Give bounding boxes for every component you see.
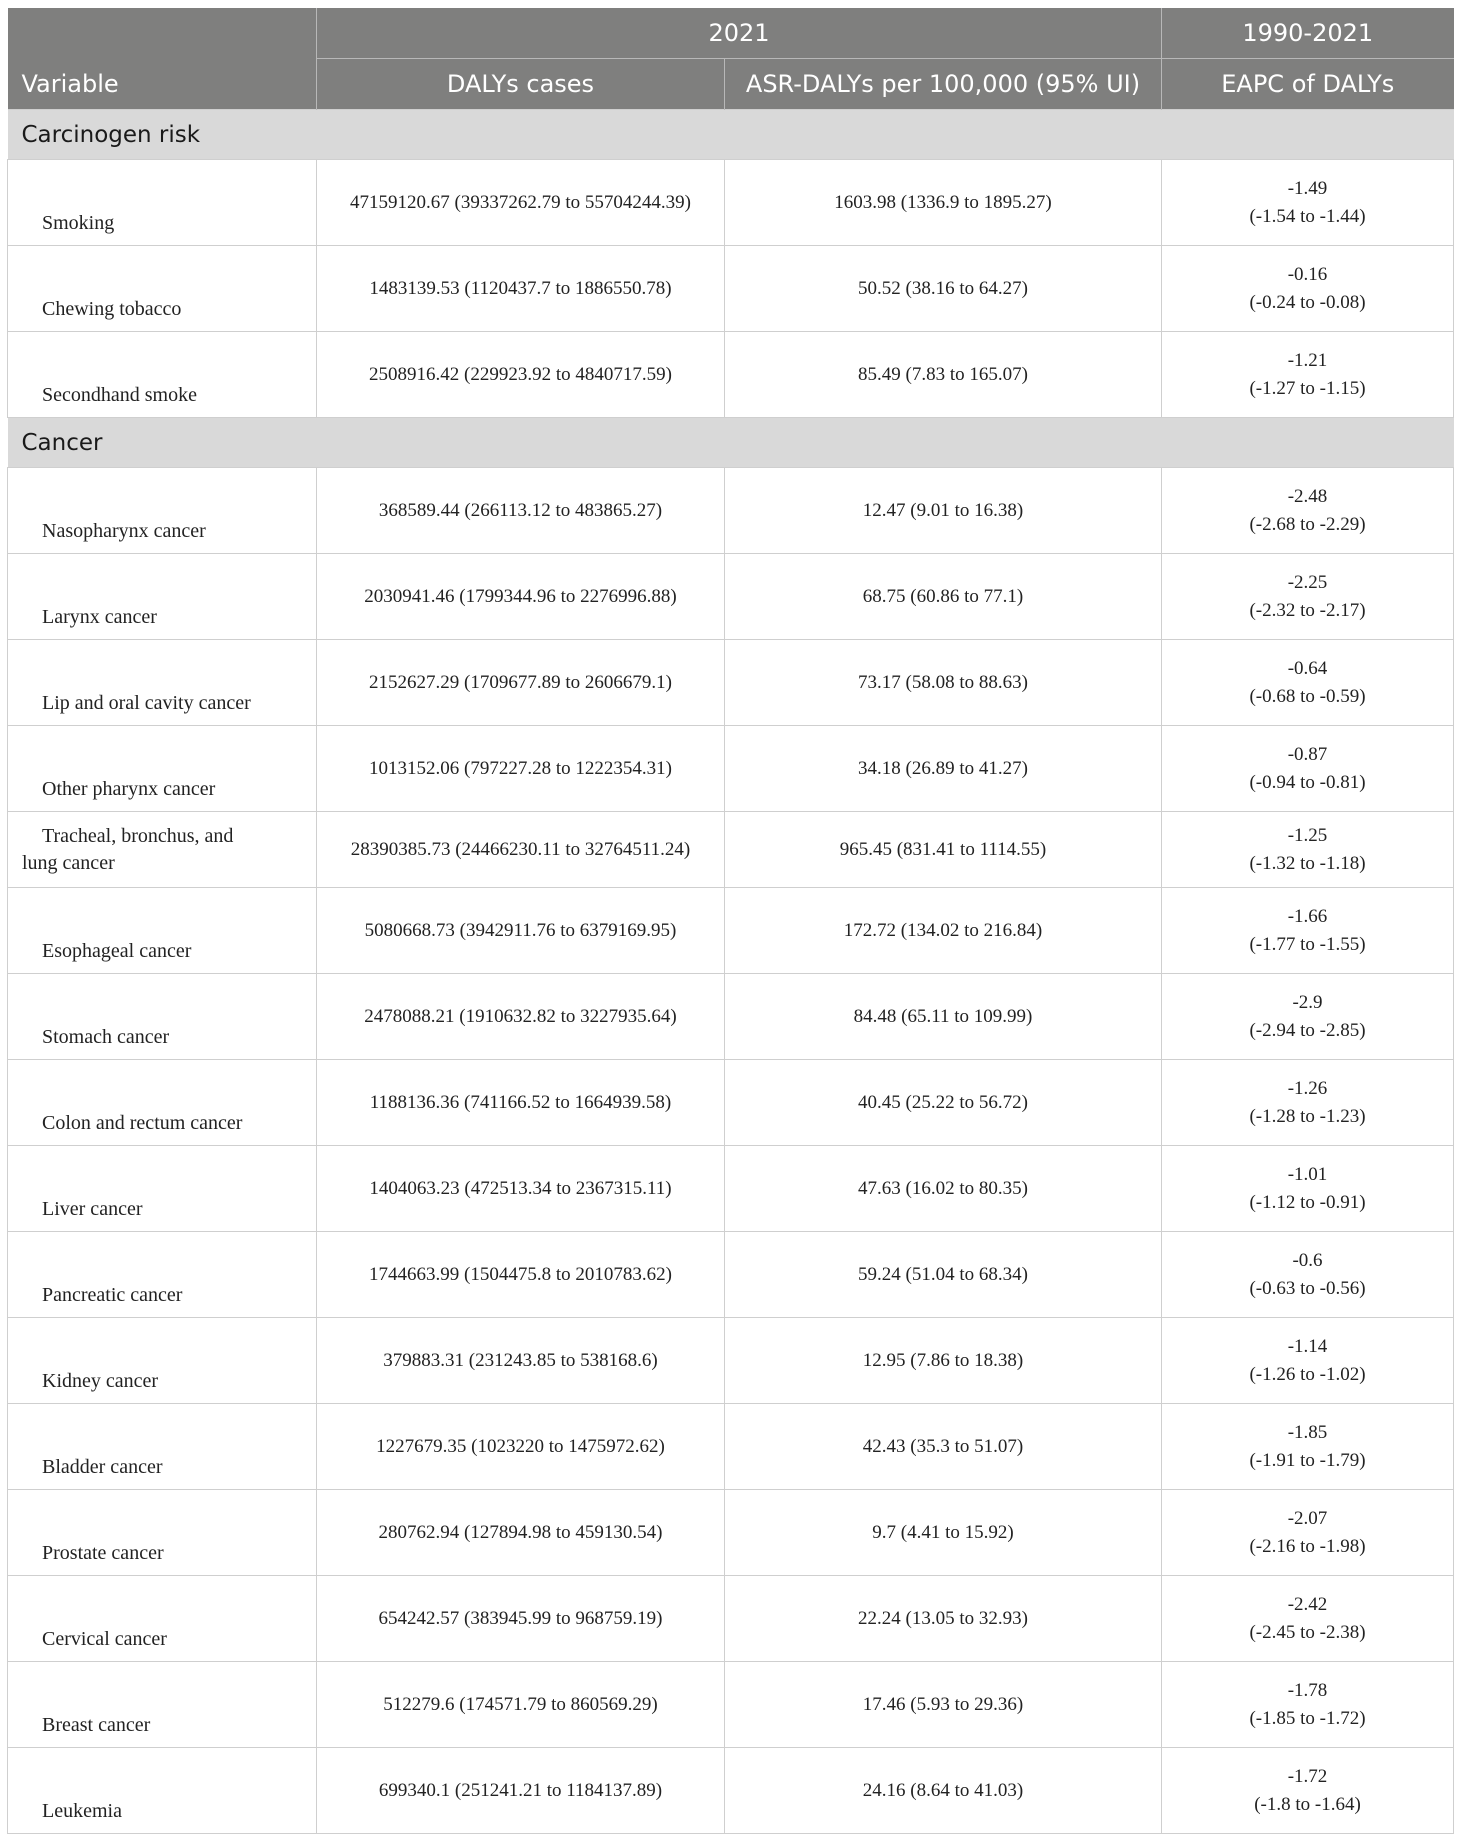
row-variable-cell	[8, 1490, 317, 1576]
dalys-cases-cell: 1188136.36 (741166.52 to 1664939.58)	[317, 1060, 725, 1146]
eapc-cell	[1162, 812, 1454, 888]
table-row	[8, 812, 1454, 888]
dalys-cases-cell: 28390385.73 (24466230.11 to 32764511.24)	[317, 812, 725, 888]
table-row	[8, 974, 1454, 1060]
eapc-value: -2.25	[1287, 571, 1328, 593]
period-header: 1990-2021	[1162, 8, 1454, 59]
row-variable-cell	[8, 554, 317, 640]
row-variable-name: Colon and rectum cancer	[42, 1112, 243, 1134]
eapc-interval: (-0.94 to -0.81)	[1249, 771, 1366, 793]
eapc-cell	[1162, 1662, 1454, 1748]
row-variable-name: Tracheal, bronchus, and	[42, 824, 234, 847]
row-variable-name: Cervical cancer	[42, 1628, 167, 1650]
row-variable-name: Other pharynx cancer	[42, 778, 216, 800]
eapc-interval: (-2.68 to -2.29)	[1249, 513, 1366, 535]
dalys-cases-cell: 2478088.21 (1910632.82 to 3227935.64)	[317, 974, 725, 1060]
dalys-cases-cell: 2508916.42 (229923.92 to 4840717.59)	[317, 332, 725, 418]
eapc-value: -2.07	[1287, 1507, 1328, 1529]
dalys-table	[7, 8, 1454, 1834]
eapc-value: -1.25	[1287, 824, 1328, 846]
dalys-cases-cell: 512279.6 (174571.79 to 860569.29)	[317, 1662, 725, 1748]
dalys-cases-cell: 280762.94 (127894.98 to 459130.54)	[317, 1490, 725, 1576]
section-title: Cancer	[8, 418, 1454, 468]
row-variable-cell	[8, 160, 317, 246]
table-row	[8, 888, 1454, 974]
eapc-header: EAPC of DALYs	[1162, 59, 1454, 110]
eapc-cell	[1162, 1748, 1454, 1834]
row-variable-cell	[8, 888, 317, 974]
dalys-cases-header: DALYs cases	[317, 59, 725, 110]
row-variable-name: Stomach cancer	[42, 1026, 170, 1048]
asr-dalys-header: ASR-DALYs per 100,000 (95% UI)	[725, 59, 1162, 110]
asr-dalys-cell: 50.52 (38.16 to 64.27)	[725, 246, 1162, 332]
dalys-cases-cell: 1227679.35 (1023220 to 1475972.62)	[317, 1404, 725, 1490]
table-row	[8, 1146, 1454, 1232]
row-variable-name: Smoking	[42, 212, 115, 234]
table-row	[8, 332, 1454, 418]
eapc-interval: (-1.77 to -1.55)	[1249, 933, 1366, 955]
table-row	[8, 1662, 1454, 1748]
eapc-interval: (-1.27 to -1.15)	[1249, 377, 1366, 399]
row-variable-cell	[8, 468, 317, 554]
row-variable-cell	[8, 1060, 317, 1146]
eapc-value: -1.26	[1287, 1077, 1328, 1099]
eapc-value: -0.6	[1292, 1249, 1323, 1271]
eapc-cell	[1162, 1404, 1454, 1490]
eapc-value: -0.64	[1287, 657, 1328, 679]
table-row	[8, 1748, 1454, 1834]
dalys-cases-cell: 1404063.23 (472513.34 to 2367315.11)	[317, 1146, 725, 1232]
table-row	[8, 1318, 1454, 1404]
eapc-cell	[1162, 554, 1454, 640]
dalys-cases-cell: 379883.31 (231243.85 to 538168.6)	[317, 1318, 725, 1404]
data-table-container	[7, 8, 1453, 1834]
row-variable-cell	[8, 1232, 317, 1318]
eapc-interval: (-2.16 to -1.98)	[1249, 1535, 1366, 1557]
table-row	[8, 468, 1454, 554]
dalys-cases-cell: 1013152.06 (797227.28 to 1222354.31)	[317, 726, 725, 812]
eapc-interval: (-1.28 to -1.23)	[1249, 1105, 1366, 1127]
eapc-value: -1.14	[1287, 1335, 1328, 1357]
asr-dalys-cell: 24.16 (8.64 to 41.03)	[725, 1748, 1162, 1834]
dalys-cases-cell: 699340.1 (251241.21 to 1184137.89)	[317, 1748, 725, 1834]
asr-dalys-cell: 84.48 (65.11 to 109.99)	[725, 974, 1162, 1060]
dalys-cases-cell: 1483139.53 (1120437.7 to 1886550.78)	[317, 246, 725, 332]
eapc-interval: (-0.24 to -0.08)	[1249, 291, 1366, 313]
dalys-cases-cell: 368589.44 (266113.12 to 483865.27)	[317, 468, 725, 554]
table-row	[8, 1232, 1454, 1318]
eapc-interval: (-1.26 to -1.02)	[1249, 1363, 1366, 1385]
dalys-cases-cell: 47159120.67 (39337262.79 to 55704244.39)	[317, 160, 725, 246]
eapc-interval: (-2.94 to -2.85)	[1249, 1019, 1366, 1041]
eapc-value: -1.78	[1287, 1679, 1328, 1701]
eapc-cell	[1162, 1318, 1454, 1404]
table-header	[8, 8, 1454, 110]
row-variable-cell	[8, 1748, 317, 1834]
section-row	[8, 418, 1454, 468]
row-variable-cell	[8, 246, 317, 332]
eapc-value: -1.66	[1287, 905, 1328, 927]
asr-dalys-cell: 34.18 (26.89 to 41.27)	[725, 726, 1162, 812]
eapc-cell	[1162, 640, 1454, 726]
row-variable-cell	[8, 1146, 317, 1232]
table-row	[8, 554, 1454, 640]
row-variable-name-cont: lung cancer	[22, 851, 115, 874]
eapc-cell	[1162, 888, 1454, 974]
table-row	[8, 1490, 1454, 1576]
eapc-value: -1.21	[1287, 349, 1328, 371]
asr-dalys-cell: 68.75 (60.86 to 77.1)	[725, 554, 1162, 640]
asr-dalys-cell: 42.43 (35.3 to 51.07)	[725, 1404, 1162, 1490]
asr-dalys-cell: 17.46 (5.93 to 29.36)	[725, 1662, 1162, 1748]
row-variable-name: Kidney cancer	[42, 1370, 159, 1392]
eapc-interval: (-1.8 to -1.64)	[1254, 1793, 1361, 1815]
table-row	[8, 1576, 1454, 1662]
table-body	[8, 110, 1454, 1834]
row-variable-cell	[8, 640, 317, 726]
eapc-value: -2.48	[1287, 485, 1328, 507]
section-row	[8, 110, 1454, 160]
eapc-interval: (-1.85 to -1.72)	[1249, 1707, 1366, 1729]
asr-dalys-cell: 965.45 (831.41 to 1114.55)	[725, 812, 1162, 888]
asr-dalys-cell: 9.7 (4.41 to 15.92)	[725, 1490, 1162, 1576]
row-variable-cell	[8, 812, 317, 888]
row-variable-cell	[8, 1576, 317, 1662]
eapc-interval: (-1.12 to -0.91)	[1249, 1191, 1366, 1213]
eapc-value: -1.72	[1287, 1765, 1328, 1787]
eapc-value: -2.9	[1292, 991, 1323, 1013]
eapc-value: -1.49	[1287, 177, 1328, 199]
eapc-cell	[1162, 1490, 1454, 1576]
eapc-cell	[1162, 160, 1454, 246]
asr-dalys-cell: 59.24 (51.04 to 68.34)	[725, 1232, 1162, 1318]
dalys-cases-cell: 5080668.73 (3942911.76 to 6379169.95)	[317, 888, 725, 974]
table-row	[8, 640, 1454, 726]
eapc-cell	[1162, 1232, 1454, 1318]
row-variable-name: Esophageal cancer	[42, 940, 192, 962]
eapc-interval: (-2.32 to -2.17)	[1249, 599, 1366, 621]
row-variable-name: Pancreatic cancer	[42, 1284, 183, 1306]
section-title: Carcinogen risk	[8, 110, 1454, 160]
eapc-value: -1.85	[1287, 1421, 1328, 1443]
row-variable-cell	[8, 1662, 317, 1748]
row-variable-cell	[8, 726, 317, 812]
asr-dalys-cell: 73.17 (58.08 to 88.63)	[725, 640, 1162, 726]
row-variable-name: Lip and oral cavity cancer	[42, 692, 251, 714]
eapc-cell	[1162, 974, 1454, 1060]
asr-dalys-cell: 47.63 (16.02 to 80.35)	[725, 1146, 1162, 1232]
eapc-cell	[1162, 246, 1454, 332]
eapc-interval: (-0.68 to -0.59)	[1249, 685, 1366, 707]
row-variable-name: Leukemia	[42, 1800, 122, 1822]
eapc-cell	[1162, 1146, 1454, 1232]
table-row	[8, 1060, 1454, 1146]
eapc-cell	[1162, 1576, 1454, 1662]
asr-dalys-cell: 1603.98 (1336.9 to 1895.27)	[725, 160, 1162, 246]
row-variable-cell	[8, 332, 317, 418]
row-variable-cell	[8, 1318, 317, 1404]
row-variable-name: Breast cancer	[42, 1714, 151, 1736]
row-variable-name: Liver cancer	[42, 1198, 143, 1220]
year-2021-header: 2021	[317, 8, 1162, 59]
asr-dalys-cell: 12.95 (7.86 to 18.38)	[725, 1318, 1162, 1404]
row-variable-name: Secondhand smoke	[42, 384, 197, 406]
row-variable-cell	[8, 974, 317, 1060]
eapc-value: -0.87	[1287, 743, 1328, 765]
table-row	[8, 1404, 1454, 1490]
table-row	[8, 726, 1454, 812]
dalys-cases-cell: 654242.57 (383945.99 to 968759.19)	[317, 1576, 725, 1662]
eapc-interval: (-1.32 to -1.18)	[1249, 852, 1366, 874]
eapc-value: -1.01	[1287, 1163, 1328, 1185]
table-row	[8, 246, 1454, 332]
row-variable-cell	[8, 1404, 317, 1490]
eapc-cell	[1162, 1060, 1454, 1146]
eapc-interval: (-1.54 to -1.44)	[1249, 205, 1366, 227]
asr-dalys-cell: 22.24 (13.05 to 32.93)	[725, 1576, 1162, 1662]
dalys-cases-cell: 2030941.46 (1799344.96 to 2276996.88)	[317, 554, 725, 640]
asr-dalys-cell: 40.45 (25.22 to 56.72)	[725, 1060, 1162, 1146]
row-variable-name: Chewing tobacco	[42, 298, 182, 320]
eapc-value: -2.42	[1287, 1593, 1328, 1615]
eapc-cell	[1162, 332, 1454, 418]
row-variable-name: Larynx cancer	[42, 606, 157, 628]
row-variable-name: Nasopharynx cancer	[42, 520, 206, 542]
eapc-interval: (-2.45 to -2.38)	[1249, 1621, 1366, 1643]
row-variable-name: Bladder cancer	[42, 1456, 163, 1478]
dalys-cases-cell: 2152627.29 (1709677.89 to 2606679.1)	[317, 640, 725, 726]
eapc-interval: (-0.63 to -0.56)	[1249, 1277, 1366, 1299]
asr-dalys-cell: 172.72 (134.02 to 216.84)	[725, 888, 1162, 974]
row-variable-name: Prostate cancer	[42, 1542, 164, 1564]
eapc-value: -0.16	[1287, 263, 1328, 285]
asr-dalys-cell: 85.49 (7.83 to 165.07)	[725, 332, 1162, 418]
asr-dalys-cell: 12.47 (9.01 to 16.38)	[725, 468, 1162, 554]
eapc-cell	[1162, 726, 1454, 812]
eapc-interval: (-1.91 to -1.79)	[1249, 1449, 1366, 1471]
eapc-cell	[1162, 468, 1454, 554]
variable-header: Variable	[8, 8, 317, 110]
dalys-cases-cell: 1744663.99 (1504475.8 to 2010783.62)	[317, 1232, 725, 1318]
table-row	[8, 160, 1454, 246]
